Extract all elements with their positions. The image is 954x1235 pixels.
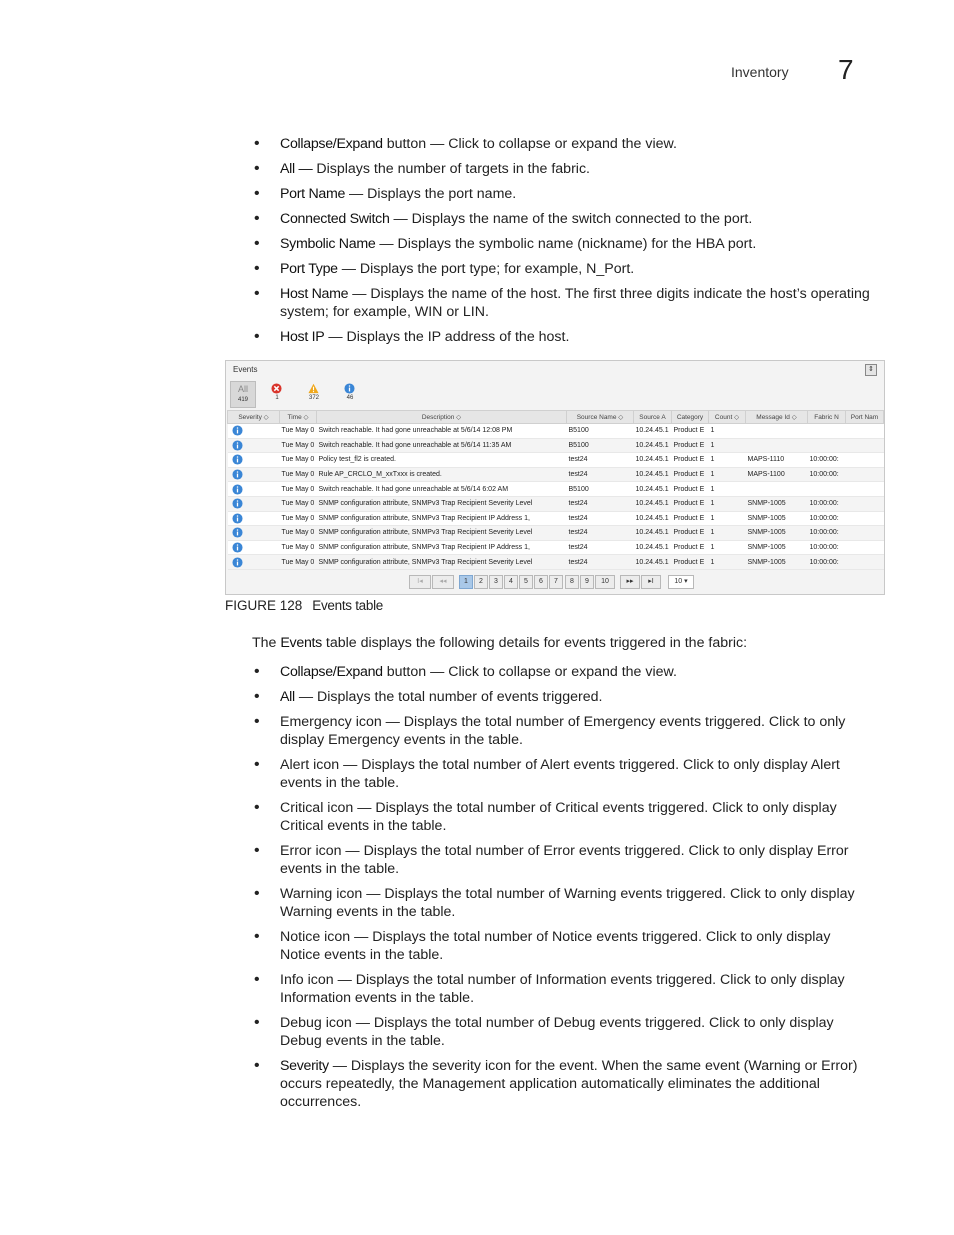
events-field-list xyxy=(254,663,874,1118)
table-row[interactable] xyxy=(228,555,884,570)
table-cell: Tue May 0 xyxy=(280,496,317,511)
table-cell: MAPS-1110 xyxy=(746,453,808,468)
table-cell: SNMP configuration attribute, SNMPv3 Trap Recipient IP Address 1, xyxy=(317,540,567,555)
page-button[interactable]: 3 xyxy=(489,575,503,589)
table-cell: 10.24.45.1 xyxy=(634,467,672,482)
table-row[interactable] xyxy=(228,453,884,468)
table-cell: Switch reachable. It had gone unreachable at 5/6/14 12:08 PM xyxy=(317,424,567,439)
table-row[interactable] xyxy=(228,424,884,439)
list-item: • Port Name — Displays the port name. xyxy=(254,185,874,203)
page-button[interactable]: 9 xyxy=(580,575,594,589)
table-row[interactable] xyxy=(228,467,884,482)
table-cell: 10:00:00: xyxy=(808,540,846,555)
table-cell: Tue May 0 xyxy=(280,467,317,482)
table-cell: Product E xyxy=(672,467,709,482)
severity-cell xyxy=(228,555,280,570)
table-cell: Tue May 0 xyxy=(280,540,317,555)
table-cell: SNMP-1005 xyxy=(746,496,808,511)
page-button[interactable]: 8 xyxy=(565,575,579,589)
list-item: • All — Displays the number of targets in the fabric. xyxy=(254,160,874,178)
table-cell xyxy=(808,438,846,453)
list-item: • Info icon — Displays the total number of Information events triggered. Click to only display Information events in the table. xyxy=(254,971,874,1007)
table-cell: Product E xyxy=(672,424,709,439)
figure-title: Events table xyxy=(312,598,383,613)
chapter-number: 7 xyxy=(838,54,854,85)
page-size-select[interactable] xyxy=(668,575,694,589)
page-size-value: 10 xyxy=(674,578,683,585)
list-item: • Alert icon — Displays the total number of Alert events triggered. Click to only display Alert events in the table. xyxy=(254,756,874,792)
table-cell: 1 xyxy=(709,482,746,497)
table-cell xyxy=(846,438,884,453)
table-cell: 10:00:00: xyxy=(808,467,846,482)
column-header[interactable]: Category xyxy=(672,411,709,424)
table-cell: B5100 xyxy=(567,424,634,439)
table-cell xyxy=(746,424,808,439)
list-item: • Emergency icon — Displays the total number of Emergency events triggered. Click to only display Emergency events in the table. xyxy=(254,713,874,749)
list-item: • All — Displays the total number of events triggered. xyxy=(254,688,874,706)
table-cell: Tue May 0 xyxy=(280,438,317,453)
table-cell: 10:00:00: xyxy=(808,555,846,570)
severity-cell xyxy=(228,424,280,439)
page-button[interactable]: 10 xyxy=(595,575,615,589)
table-cell: 1 xyxy=(709,540,746,555)
table-cell: 1 xyxy=(709,438,746,453)
warning-triangle-icon xyxy=(308,383,319,394)
info-circle-icon xyxy=(232,542,243,553)
info-count-button[interactable] xyxy=(337,381,363,401)
column-header[interactable]: Source A xyxy=(634,411,672,424)
table-header-row xyxy=(228,411,884,424)
table-cell: 10.24.45.1 xyxy=(634,496,672,511)
table-cell: SNMP-1005 xyxy=(746,540,808,555)
table-cell: 10.24.45.1 xyxy=(634,482,672,497)
table-cell: Tue May 0 xyxy=(280,482,317,497)
warning-count-button[interactable] xyxy=(301,381,327,401)
table-cell: Tue May 0 xyxy=(280,424,317,439)
info-count: 46 xyxy=(346,395,354,401)
table-cell: Tue May 0 xyxy=(280,511,317,526)
table-cell xyxy=(846,424,884,439)
table-cell: test24 xyxy=(567,526,634,541)
table-cell: SNMP configuration attribute, SNMPv3 Trap Recipient Severity Level xyxy=(317,496,567,511)
first-page-button[interactable]: I◂ xyxy=(409,575,431,589)
table-cell: Tue May 0 xyxy=(280,555,317,570)
info-circle-icon xyxy=(232,513,243,524)
emergency-count: 1 xyxy=(275,395,279,401)
page-button[interactable]: 2 xyxy=(474,575,488,589)
events-table-body xyxy=(228,424,884,570)
column-header[interactable]: Port Nam xyxy=(846,411,884,424)
table-cell xyxy=(846,526,884,541)
list-item: • Host Name — Displays the name of the host. The first three digits indicate the host’s operating system; for example, WIN or LIN. xyxy=(254,285,874,321)
info-circle-icon xyxy=(232,527,243,538)
page-button[interactable]: 7 xyxy=(549,575,563,589)
severity-cell xyxy=(228,438,280,453)
table-cell: 10.24.45.1 xyxy=(634,555,672,570)
table-cell: test24 xyxy=(567,496,634,511)
table-cell: 10.24.45.1 xyxy=(634,453,672,468)
list-item: • Collapse/Expand button — Click to collapse or expand the view. xyxy=(254,135,874,153)
table-cell xyxy=(746,482,808,497)
severity-cell xyxy=(228,540,280,555)
list-item: • Collapse/Expand button — Click to collapse or expand the view. xyxy=(254,663,874,681)
list-item: • Port Type — Displays the port type; for example, N_Port. xyxy=(254,260,874,278)
table-cell xyxy=(846,467,884,482)
table-cell xyxy=(846,511,884,526)
severity-cell xyxy=(228,496,280,511)
figure-caption xyxy=(225,598,383,613)
info-circle-icon xyxy=(232,469,243,480)
table-cell: 10.24.45.1 xyxy=(634,526,672,541)
table-cell: Product E xyxy=(672,482,709,497)
table-cell: Product E xyxy=(672,496,709,511)
column-header[interactable]: Severity ◇ xyxy=(228,411,280,424)
table-cell: Product E xyxy=(672,555,709,570)
table-cell xyxy=(808,482,846,497)
table-cell: Product E xyxy=(672,453,709,468)
list-item: • Critical icon — Displays the total number of Critical events triggered. Click to only display Critical events in the table. xyxy=(254,799,874,835)
column-header[interactable]: Time ◇ xyxy=(280,411,317,424)
info-circle-icon xyxy=(232,440,243,451)
last-page-button[interactable]: ▸I xyxy=(641,575,661,589)
table-cell: 1 xyxy=(709,496,746,511)
figure-label: FIGURE 128 xyxy=(225,598,303,613)
table-cell: SNMP-1005 xyxy=(746,555,808,570)
warning-count: 372 xyxy=(308,395,319,401)
table-cell: Tue May 0 xyxy=(280,453,317,468)
column-header[interactable]: Fabric N xyxy=(808,411,846,424)
table-cell: Product E xyxy=(672,526,709,541)
table-cell: 10.24.45.1 xyxy=(634,424,672,439)
table-cell: B5100 xyxy=(567,438,634,453)
targets-field-list xyxy=(254,135,874,353)
intro-paragraph: The Events table displays the following details for events triggered in the fabric: xyxy=(252,635,748,651)
severity-cell xyxy=(228,511,280,526)
table-cell: Product E xyxy=(672,511,709,526)
events-table-screenshot xyxy=(225,360,885,595)
table-row[interactable] xyxy=(228,540,884,555)
info-circle-icon xyxy=(232,498,243,509)
page-button[interactable]: 4 xyxy=(504,575,518,589)
table-cell xyxy=(846,496,884,511)
table-cell xyxy=(846,453,884,468)
table-cell xyxy=(846,540,884,555)
table-cell: Switch reachable. It had gone unreachable at 5/6/14 6:02 AM xyxy=(317,482,567,497)
table-row[interactable] xyxy=(228,496,884,511)
collapse-expand-button[interactable]: ⇕ xyxy=(865,364,877,376)
table-cell: SNMP-1005 xyxy=(746,526,808,541)
list-item: • Debug icon — Displays the total number of Debug events triggered. Click to only display Debug events in the table. xyxy=(254,1014,874,1050)
table-cell: 10.24.45.1 xyxy=(634,438,672,453)
all-count: 419 xyxy=(237,397,248,403)
table-row[interactable] xyxy=(228,482,884,497)
info-circle-icon xyxy=(344,383,355,394)
info-circle-icon xyxy=(232,557,243,568)
emergency-count-button[interactable] xyxy=(264,381,290,401)
list-item: • Warning icon — Displays the total number of Warning events triggered. Click to only display Warning events in the table. xyxy=(254,885,874,921)
table-cell: 1 xyxy=(709,555,746,570)
table-cell: 10:00:00: xyxy=(808,453,846,468)
table-cell: B5100 xyxy=(567,482,634,497)
table-cell xyxy=(746,438,808,453)
all-label: All xyxy=(237,384,248,394)
all-count-button[interactable] xyxy=(230,381,256,408)
table-cell: SNMP configuration attribute, SNMPv3 Trap Recipient Severity Level xyxy=(317,526,567,541)
page-button[interactable]: 6 xyxy=(534,575,548,589)
list-item: • Severity — Displays the severity icon for the event. When the same event (Warning or Error) occurs repeatedly, the Management application automatically eliminates the additional occurrences. xyxy=(254,1057,874,1111)
table-cell: 10.24.45.1 xyxy=(634,511,672,526)
table-cell: 10:00:00: xyxy=(808,511,846,526)
table-cell xyxy=(846,482,884,497)
severity-cell xyxy=(228,467,280,482)
events-panel-title: Events xyxy=(233,365,258,374)
list-item: • Host IP — Displays the IP address of the host. xyxy=(254,328,874,346)
next-page-button[interactable]: ▸▸ xyxy=(620,575,640,589)
section-title: Inventory xyxy=(731,64,789,80)
column-header[interactable]: Count ◇ xyxy=(709,411,746,424)
table-cell: 10.24.45.1 xyxy=(634,540,672,555)
table-cell: test24 xyxy=(567,453,634,468)
page-button[interactable]: 1 xyxy=(459,575,473,589)
list-item: • Symbolic Name — Displays the symbolic name (nickname) for the HBA port. xyxy=(254,235,874,253)
table-cell: 1 xyxy=(709,424,746,439)
table-cell: 10:00:00: xyxy=(808,496,846,511)
table-cell: Switch reachable. It had gone unreachable at 5/6/14 11:35 AM xyxy=(317,438,567,453)
error-x-icon xyxy=(271,383,282,394)
severity-cell xyxy=(228,453,280,468)
table-cell: Policy test_fl2 is created. xyxy=(317,453,567,468)
list-item: • Notice icon — Displays the total number of Notice events triggered. Click to only display Notice events in the table. xyxy=(254,928,874,964)
info-circle-icon xyxy=(232,454,243,465)
table-cell: 1 xyxy=(709,467,746,482)
table-row[interactable] xyxy=(228,511,884,526)
table-cell: test24 xyxy=(567,555,634,570)
list-item: • Connected Switch — Displays the name of the switch connected to the port. xyxy=(254,210,874,228)
column-header[interactable]: Source Name ◇ xyxy=(567,411,634,424)
table-cell: Tue May 0 xyxy=(280,526,317,541)
severity-cell xyxy=(228,526,280,541)
list-item: • Error icon — Displays the total number of Error events triggered. Click to only display Error events in the table. xyxy=(254,842,874,878)
table-cell: Rule AP_CRCLO_M_xxTxxx is created. xyxy=(317,467,567,482)
table-cell: 10:00:00: xyxy=(808,526,846,541)
table-cell: 1 xyxy=(709,453,746,468)
table-row[interactable] xyxy=(228,526,884,541)
table-cell: test24 xyxy=(567,540,634,555)
info-circle-icon xyxy=(232,425,243,436)
table-cell xyxy=(846,555,884,570)
table-cell: 1 xyxy=(709,526,746,541)
table-row[interactable] xyxy=(228,438,884,453)
column-header[interactable]: Description ◇ xyxy=(317,411,567,424)
table-cell: MAPS-1100 xyxy=(746,467,808,482)
table-cell: SNMP-1005 xyxy=(746,511,808,526)
info-circle-icon xyxy=(232,484,243,495)
table-cell: test24 xyxy=(567,511,634,526)
chevron-down-icon: ▾ xyxy=(684,578,688,585)
table-cell: Product E xyxy=(672,438,709,453)
table-cell: test24 xyxy=(567,467,634,482)
page-button[interactable]: 5 xyxy=(519,575,533,589)
table-cell: 1 xyxy=(709,511,746,526)
table-cell: Product E xyxy=(672,540,709,555)
events-table xyxy=(227,410,884,570)
column-header[interactable]: Message Id ◇ xyxy=(746,411,808,424)
previous-page-button[interactable]: ◂◂ xyxy=(432,575,454,589)
table-cell: SNMP configuration attribute, SNMPv3 Trap Recipient IP Address 1, xyxy=(317,511,567,526)
table-cell xyxy=(808,424,846,439)
severity-cell xyxy=(228,482,280,497)
table-cell: SNMP configuration attribute, SNMPv3 Trap Recipient Severity Level xyxy=(317,555,567,570)
